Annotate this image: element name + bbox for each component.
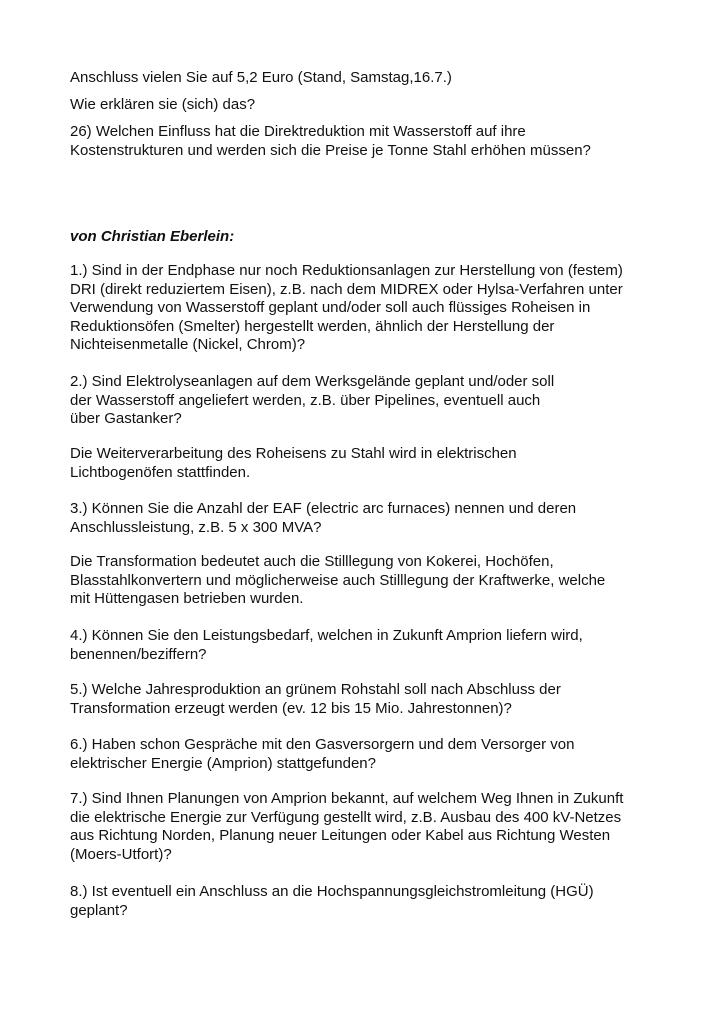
question-1: 1.) Sind in der Endphase nur noch Reduktionsanlagen zur Herstellung von (festem) DRI (direkt reduziertem Eisen), z.B. nach dem MIDREX oder Hylsa-Verfahren unter Verwendung von Wasserstoff geplant und/oder soll auch flüssiges Roheisen in Reduktionsöfen (Smelter) hergestellt werden, ähnlich der Herstellung der Nichteisenmetalle (Nickel, Chrom)? <box>70 262 623 353</box>
question-4: 4.) Können Sie den Leistungsbedarf, welchen in Zukunft Amprion liefern wird, benennen/beziffern? <box>70 627 583 663</box>
intro-line-2: Wie erklären sie (sich) das? <box>70 96 256 113</box>
question-3: 3.) Können Sie die Anzahl der EAF (electric arc furnaces) nennen und deren Anschlussleistung, z.B. 5 x 300 MVA? <box>70 500 577 536</box>
question-7: 7.) Sind Ihnen Planungen von Amprion bekannt, auf welchem Weg Ihnen in Zukunft die elektrische Energie zur Verfügung gestellt wird, z.B. Ausbau des 400 kV-Netzes aus Richtung Norden, Planung neuer Leitungen oder Kabel aus Richtung Westen (Moers-Utfort)? <box>70 790 624 863</box>
statement-eaf: Die Weiterverarbeitung des Roheisens zu Stahl wird in elektrischen Lichtbogenöfen stattfinden. <box>70 445 517 481</box>
question-8: 8.) Ist eventuell ein Anschluss an die Hochspannungsgleichstromleitung (HGÜ) geplant? <box>70 883 594 919</box>
question-6: 6.) Haben schon Gespräche mit den Gasversorgern und dem Versorger von elektrischer Energie (Amprion) stattgefunden? <box>70 736 575 772</box>
question-26: 26) Welchen Einfluss hat die Direktreduktion mit Wasserstoff auf ihre Kostenstrukturen und werden sich die Preise je Tonne Stahl erhöhen müssen? <box>70 123 591 159</box>
question-5: 5.) Welche Jahresproduktion an grünem Rohstahl soll nach Abschluss der Transformation erzeugt werden (ev. 12 bis 15 Mio. Jahrestonnen)? <box>70 681 561 717</box>
question-2: 2.) Sind Elektrolyseanlagen auf dem Werksgelände geplant und/oder soll der Wasserstoff angeliefert werden, z.B. über Pipelines, eventuell auch über Gastanker? <box>70 373 555 427</box>
author-heading: von Christian Eberlein: <box>70 228 235 245</box>
statement-transformation: Die Transformation bedeutet auch die Stilllegung von Kokerei, Hochöfen, Blasstahlkonvertern und möglicherweise auch Stilllegung der Kraftwerke, welche mit Hüttengasen betrieben wurden. <box>70 553 606 607</box>
intro-line-1: Anschluss vielen Sie auf 5,2 Euro (Stand, Samstag,16.7.) <box>70 69 452 86</box>
